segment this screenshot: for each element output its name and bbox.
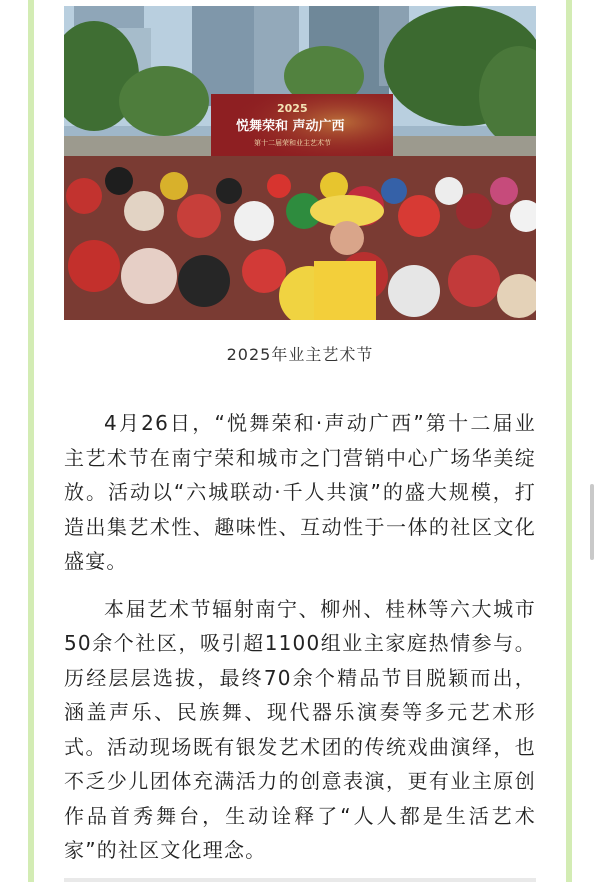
scrollbar-thumb[interactable] <box>590 484 594 560</box>
photo-caption: 2025年业主艺术节 <box>226 345 374 364</box>
banner-subtitle: 第十二届荣和业主艺术节 <box>254 139 331 147</box>
bottom-divider <box>64 878 536 882</box>
right-frame-border <box>566 0 572 882</box>
banner-title: 悦舞荣和 声动广西 <box>236 119 345 134</box>
article-paragraph-1: 4月26日，“悦舞荣和·声动广西”第十二届业主艺术节在南宁荣和城市之门营销中心广场华美绽放。活动以“六城联动·千人共演”的盛大规模，打造出集艺术性、趣味性、互动性于一体的社区文化盛宴。 <box>64 411 536 573</box>
article-paragraph-2: 本届艺术节辐射南宁、柳州、桂林等六大城市50余个社区，吸引超1100组业主家庭热情参与。历经层层选拔，最终70余个精品节目脱颖而出，涵盖声乐、民族舞、现代器乐演奏等多元艺术形式。活动现场既有银发艺术团的传统戏曲演绎，也不乏少儿团体充满活力的创意表演，更有业主原创作品首秀舞台，生动诠释了“人人都是生活艺术家”的社区文化理念。 <box>64 596 536 862</box>
article-body <box>64 406 536 881</box>
event-photo-illustration <box>64 6 536 320</box>
left-frame-border <box>28 0 34 882</box>
banner-year: 2025 <box>277 102 308 115</box>
event-photo[interactable] <box>64 6 536 320</box>
